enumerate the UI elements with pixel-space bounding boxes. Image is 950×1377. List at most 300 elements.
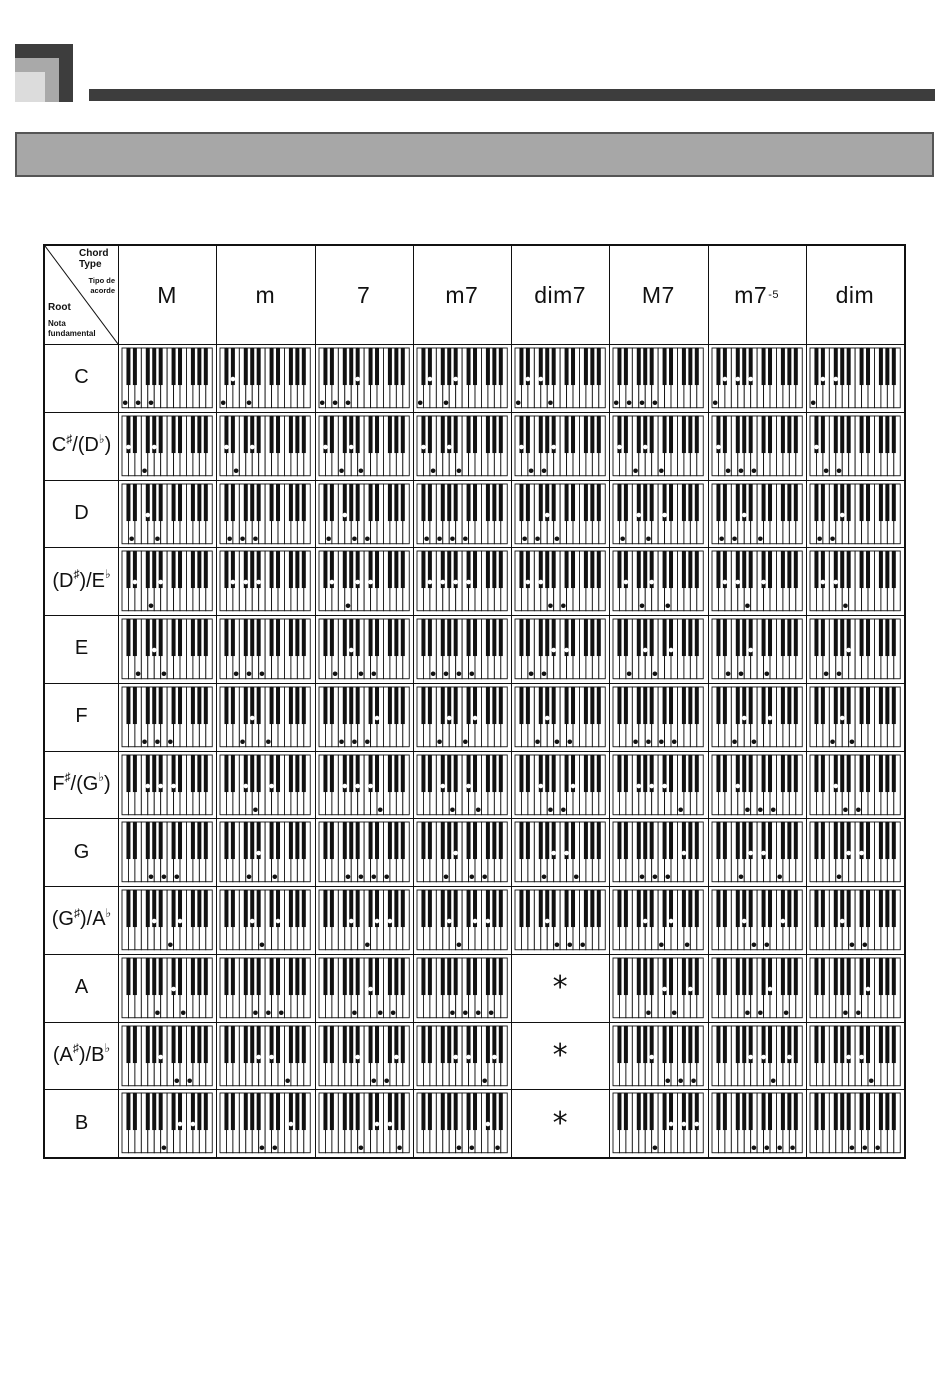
chart-grid	[45, 246, 904, 1157]
black-key	[584, 416, 588, 453]
chord-cell	[316, 413, 412, 479]
black-key	[302, 619, 306, 656]
black-key	[735, 484, 739, 521]
black-key	[400, 755, 404, 792]
column-header-label: M7	[641, 281, 675, 308]
black-key	[590, 890, 594, 927]
black-key	[387, 687, 391, 724]
row-header	[45, 1022, 118, 1090]
black-key	[885, 890, 889, 927]
note-dot	[859, 851, 864, 856]
note-dot	[443, 671, 448, 676]
black-key	[624, 822, 628, 859]
black-key	[473, 551, 477, 588]
black-key	[821, 822, 825, 859]
black-key	[571, 484, 575, 521]
chord-cell	[512, 481, 608, 547]
black-key	[204, 484, 208, 521]
note-dot	[427, 580, 432, 585]
black-key	[748, 1093, 752, 1130]
black-key	[152, 958, 156, 995]
black-key	[618, 755, 622, 792]
black-key	[821, 1093, 825, 1130]
note-dot	[767, 986, 772, 991]
black-key	[748, 687, 752, 724]
keyboard-diagram	[217, 819, 313, 885]
black-key	[866, 416, 870, 453]
note-dot	[421, 444, 426, 449]
note-dot	[453, 851, 458, 856]
note-dot	[856, 807, 861, 812]
black-key	[172, 890, 176, 927]
keyboard-diagram	[807, 1023, 903, 1089]
keyboard-diagram	[414, 345, 510, 411]
black-key	[682, 416, 686, 453]
black-key	[323, 822, 327, 859]
keyboard-diagram	[709, 819, 805, 885]
black-key	[682, 958, 686, 995]
keyboard-diagram	[414, 1023, 510, 1089]
black-key	[735, 1093, 739, 1130]
black-key	[643, 958, 647, 995]
note-dot	[437, 536, 442, 541]
black-key	[447, 958, 451, 995]
black-key	[716, 822, 720, 859]
black-key	[892, 890, 896, 927]
black-key	[466, 958, 470, 995]
black-key	[447, 1093, 451, 1130]
note-dot	[129, 536, 134, 541]
black-key	[400, 1093, 404, 1130]
black-key	[695, 551, 699, 588]
note-dot	[817, 536, 822, 541]
black-key	[486, 416, 490, 453]
note-dot	[456, 468, 461, 473]
black-key	[643, 1026, 647, 1063]
black-key	[394, 484, 398, 521]
row-header-text: ♭	[98, 431, 105, 446]
note-dot	[133, 580, 138, 585]
black-key	[302, 822, 306, 859]
tipo-de-acorde-label: Tipo de	[88, 276, 115, 285]
black-key	[421, 619, 425, 656]
black-key	[323, 1026, 327, 1063]
black-key	[663, 619, 667, 656]
note-dot	[456, 942, 461, 947]
black-key	[197, 484, 201, 521]
black-key	[519, 822, 523, 859]
note-dot	[542, 875, 547, 880]
black-key	[126, 348, 130, 385]
chord-cell	[512, 345, 608, 411]
black-key	[225, 484, 229, 521]
note-dot	[846, 648, 851, 653]
black-key	[250, 551, 254, 588]
black-key	[669, 484, 673, 521]
note-dot	[624, 580, 629, 585]
black-key	[840, 958, 844, 995]
black-key	[133, 348, 137, 385]
note-dot	[358, 875, 363, 880]
black-key	[152, 687, 156, 724]
keyboard-diagram	[807, 1090, 903, 1156]
black-key	[296, 619, 300, 656]
black-key	[716, 687, 720, 724]
black-key	[565, 551, 569, 588]
black-key	[840, 551, 844, 588]
black-key	[197, 416, 201, 453]
black-key	[270, 687, 274, 724]
black-key	[197, 687, 201, 724]
note-dot	[431, 671, 436, 676]
chord-cell	[217, 616, 313, 682]
chord-cell	[709, 955, 805, 1021]
black-key	[126, 755, 130, 792]
black-key	[539, 484, 543, 521]
note-dot	[741, 512, 746, 517]
note-dot	[158, 1054, 163, 1059]
black-key	[270, 822, 274, 859]
note-dot	[627, 671, 632, 676]
note-dot	[250, 919, 255, 924]
black-key	[866, 687, 870, 724]
note-dot	[840, 919, 845, 924]
keyboard-diagram	[610, 548, 706, 614]
black-key	[695, 619, 699, 656]
note-dot	[374, 715, 379, 720]
black-key	[225, 958, 229, 995]
black-key	[846, 1093, 850, 1130]
row-header	[45, 344, 118, 412]
keyboard-diagram	[610, 752, 706, 818]
note-dot	[345, 875, 350, 880]
black-key	[329, 619, 333, 656]
note-dot	[145, 512, 150, 517]
black-key	[814, 551, 818, 588]
note-dot	[643, 648, 648, 653]
black-key	[624, 348, 628, 385]
note-dot	[650, 580, 655, 585]
chord-cell	[610, 887, 706, 953]
keyboard-diagram	[610, 1023, 706, 1089]
black-key	[814, 484, 818, 521]
black-key	[716, 755, 720, 792]
black-key	[178, 755, 182, 792]
note-dot	[770, 1078, 775, 1083]
black-key	[355, 416, 359, 453]
note-dot	[875, 1146, 880, 1151]
black-key	[289, 551, 293, 588]
black-key	[637, 619, 641, 656]
black-key	[821, 416, 825, 453]
black-key	[584, 348, 588, 385]
black-key	[618, 484, 622, 521]
black-key	[453, 958, 457, 995]
black-key	[618, 958, 622, 995]
black-key	[650, 416, 654, 453]
black-key	[663, 348, 667, 385]
column-header-label: m	[255, 281, 276, 308]
black-key	[250, 348, 254, 385]
note-dot	[551, 851, 556, 856]
chord-cell	[119, 887, 215, 953]
black-key	[590, 484, 594, 521]
black-key	[722, 687, 726, 724]
black-key	[342, 551, 346, 588]
black-key	[178, 416, 182, 453]
note-dot	[695, 1122, 700, 1127]
note-dot	[745, 1010, 750, 1015]
note-dot	[447, 919, 452, 924]
black-key	[453, 484, 457, 521]
black-key	[375, 822, 379, 859]
note-dot	[682, 851, 687, 856]
black-key	[846, 484, 850, 521]
black-key	[289, 687, 293, 724]
black-key	[618, 551, 622, 588]
black-key	[349, 348, 353, 385]
keyboard-diagram	[414, 819, 510, 885]
chord-cell	[807, 1090, 903, 1156]
chord-cell	[119, 684, 215, 750]
note-dot	[273, 875, 278, 880]
note-dot	[394, 1054, 399, 1059]
note-dot	[342, 512, 347, 517]
keyboard-diagram	[709, 548, 805, 614]
black-key	[742, 348, 746, 385]
black-key	[387, 1026, 391, 1063]
black-key	[204, 619, 208, 656]
black-key	[663, 416, 667, 453]
black-key	[276, 755, 280, 792]
note-dot	[846, 1054, 851, 1059]
chord-cell	[610, 955, 706, 1021]
black-key	[204, 755, 208, 792]
note-dot	[191, 1122, 196, 1127]
black-key	[191, 687, 195, 724]
column-header	[315, 246, 413, 344]
black-key	[159, 687, 163, 724]
black-key	[270, 958, 274, 995]
black-key	[879, 551, 883, 588]
black-key	[492, 484, 496, 521]
note-dot	[273, 1146, 278, 1151]
black-key	[519, 755, 523, 792]
black-key	[368, 619, 372, 656]
black-key	[793, 619, 797, 656]
keyboard-diagram	[512, 887, 608, 953]
black-key	[447, 619, 451, 656]
black-key	[787, 348, 791, 385]
note-dot	[482, 875, 487, 880]
note-dot	[456, 1146, 461, 1151]
keyboard-diagram	[414, 413, 510, 479]
chord-cell	[414, 413, 510, 479]
black-key	[695, 484, 699, 521]
note-dot	[450, 1010, 455, 1015]
keyboard-diagram	[512, 413, 608, 479]
note-dot	[751, 942, 756, 947]
black-key	[349, 755, 353, 792]
black-key	[342, 958, 346, 995]
black-key	[787, 551, 791, 588]
black-key	[597, 551, 601, 588]
black-key	[289, 348, 293, 385]
chord-cell	[414, 616, 510, 682]
black-key	[191, 348, 195, 385]
chord-cell	[709, 752, 805, 818]
black-key	[329, 755, 333, 792]
black-key	[178, 687, 182, 724]
black-key	[492, 958, 496, 995]
black-key	[421, 822, 425, 859]
keyboard-diagram	[610, 413, 706, 479]
note-dot	[247, 875, 252, 880]
note-dot	[738, 671, 743, 676]
note-dot	[332, 400, 337, 405]
black-key	[355, 1093, 359, 1130]
black-key	[466, 1093, 470, 1130]
black-key	[565, 687, 569, 724]
chord-cell	[709, 819, 805, 885]
chord-cell	[709, 413, 805, 479]
black-key	[879, 822, 883, 859]
column-header	[118, 246, 216, 344]
chord-cell	[119, 345, 215, 411]
black-key	[387, 551, 391, 588]
black-key	[669, 551, 673, 588]
note-dot	[692, 1078, 697, 1083]
note-dot	[770, 807, 775, 812]
row-header-text: G	[73, 840, 90, 863]
chord-cell	[807, 616, 903, 682]
black-key	[663, 822, 667, 859]
black-key	[244, 958, 248, 995]
chord-cell	[610, 819, 706, 885]
note-dot	[777, 875, 782, 880]
row-header-text: )	[104, 772, 111, 795]
black-key	[394, 416, 398, 453]
keyboard-diagram	[807, 819, 903, 885]
black-key	[225, 1026, 229, 1063]
black-key	[172, 416, 176, 453]
black-key	[296, 958, 300, 995]
black-key	[768, 1093, 772, 1130]
black-key	[342, 1026, 346, 1063]
black-key	[257, 890, 261, 927]
note-dot	[836, 671, 841, 676]
row-header	[45, 615, 118, 683]
note-dot	[669, 1122, 674, 1127]
black-key	[846, 416, 850, 453]
black-key	[840, 619, 844, 656]
black-key	[689, 1093, 693, 1130]
black-key	[329, 484, 333, 521]
note-dot	[748, 377, 753, 382]
chord-cell	[316, 752, 412, 818]
black-key	[761, 755, 765, 792]
keyboard-diagram	[709, 1090, 805, 1156]
note-dot	[365, 739, 370, 744]
black-key	[695, 348, 699, 385]
black-key	[526, 755, 530, 792]
black-key	[597, 619, 601, 656]
row-header-text: ♯	[73, 567, 80, 582]
black-key	[296, 416, 300, 453]
black-key	[689, 890, 693, 927]
black-key	[780, 958, 784, 995]
black-key	[637, 822, 641, 859]
note-dot	[564, 851, 569, 856]
black-key	[787, 822, 791, 859]
black-key	[250, 958, 254, 995]
keyboard-diagram	[709, 887, 805, 953]
black-key	[152, 822, 156, 859]
black-key	[400, 890, 404, 927]
note-dot	[653, 875, 658, 880]
note-dot	[551, 444, 556, 449]
section-title-bar	[15, 132, 934, 177]
black-key	[689, 619, 693, 656]
black-key	[735, 687, 739, 724]
keyboard-diagram	[217, 616, 313, 682]
black-key	[466, 822, 470, 859]
note-dot	[492, 1054, 497, 1059]
note-dot	[748, 851, 753, 856]
black-key	[146, 687, 150, 724]
black-key	[152, 1026, 156, 1063]
note-dot	[447, 444, 452, 449]
black-key	[834, 890, 838, 927]
keyboard-diagram	[414, 955, 510, 1021]
chord-cell	[512, 548, 608, 614]
chord-cell	[709, 1090, 805, 1156]
black-key	[624, 1026, 628, 1063]
black-key	[400, 687, 404, 724]
note-dot	[371, 671, 376, 676]
black-key	[643, 1093, 647, 1130]
black-key	[859, 958, 863, 995]
column-header-superscript: -5	[768, 289, 779, 301]
note-dot	[545, 919, 550, 924]
black-key	[178, 822, 182, 859]
note-dot	[241, 739, 246, 744]
black-key	[349, 958, 353, 995]
black-key	[663, 551, 667, 588]
black-key	[742, 551, 746, 588]
black-key	[244, 619, 248, 656]
note-dot	[767, 715, 772, 720]
chord-cell	[414, 345, 510, 411]
black-key	[204, 1026, 208, 1063]
keyboard-diagram	[807, 684, 903, 750]
keyboard-diagram	[316, 548, 412, 614]
black-key	[244, 348, 248, 385]
column-header	[216, 246, 314, 344]
keyboard-diagram	[414, 481, 510, 547]
black-key	[329, 687, 333, 724]
black-key	[172, 551, 176, 588]
black-key	[270, 619, 274, 656]
note-dot	[685, 942, 690, 947]
note-dot	[440, 783, 445, 788]
black-key	[329, 822, 333, 859]
chord-cell	[610, 345, 706, 411]
note-dot	[250, 444, 255, 449]
black-key	[761, 1093, 765, 1130]
note-dot	[276, 919, 281, 924]
nota-fundamental-label: Nota	[48, 319, 66, 328]
